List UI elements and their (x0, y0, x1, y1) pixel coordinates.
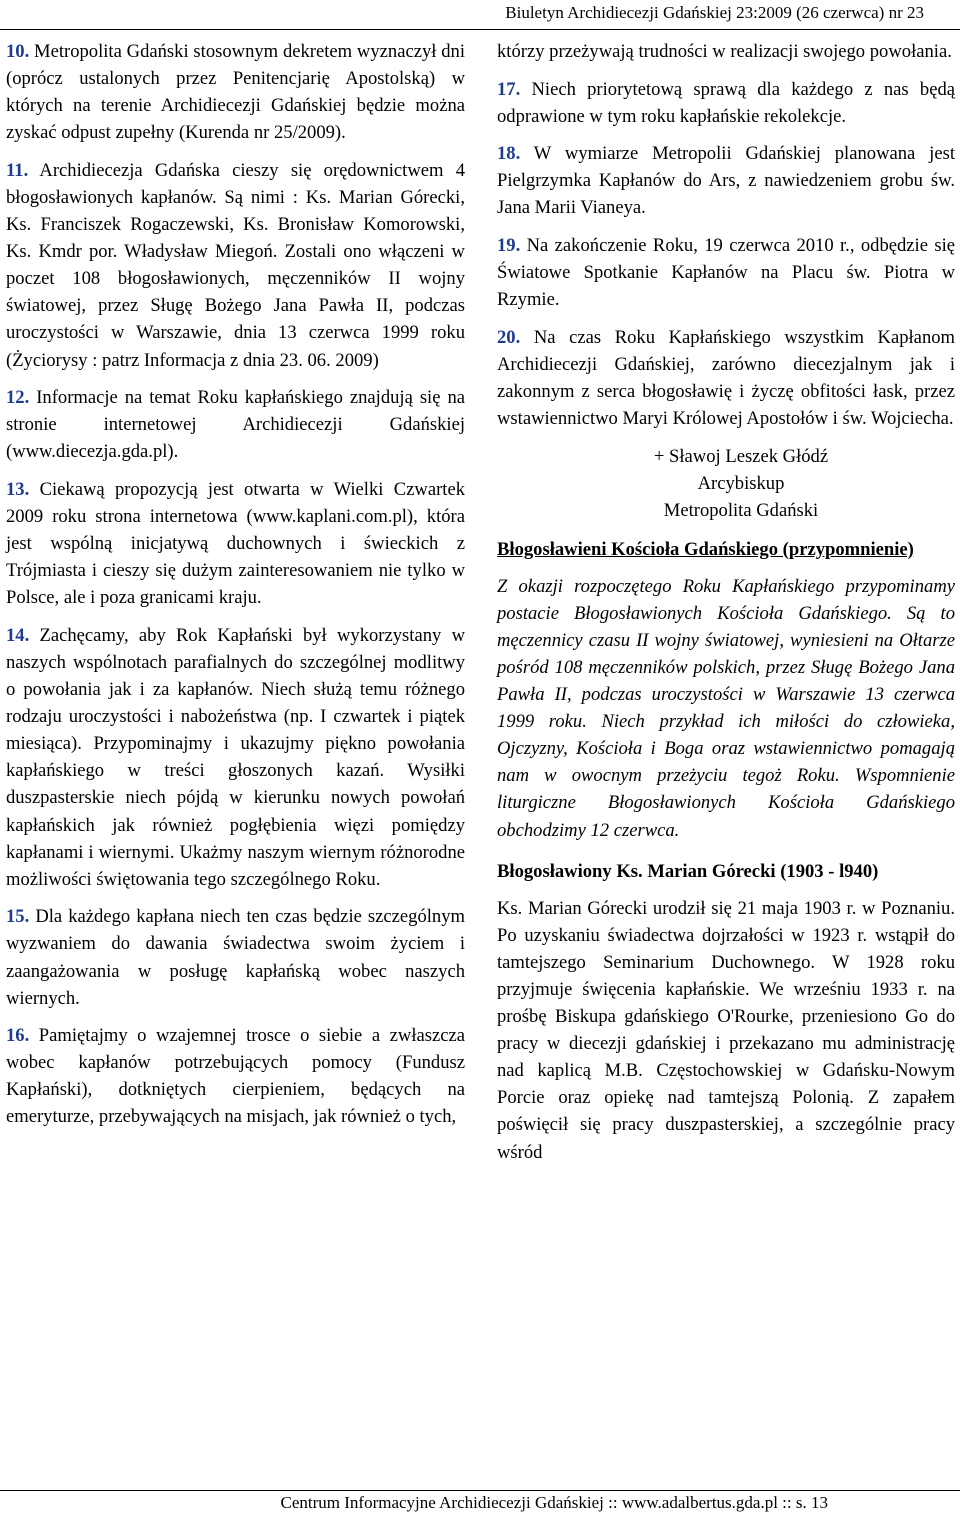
paragraph-15 (6, 903, 465, 1011)
paragraph-16-continued (497, 38, 955, 65)
paragraph-number: 10. (6, 41, 30, 62)
paragraph-number: 12. (6, 387, 30, 409)
header-title: Biuletyn Archidiecezji Gdańskiej 23:2009 (26 czerwca) nr 23 (505, 3, 924, 22)
paragraph-16 (6, 1022, 465, 1130)
paragraph-14 (6, 622, 465, 893)
paragraph-text: Dla każdego kapłana niech ten czas będzie szczególnym wyzwaniem do dawania świadectwa swoim życiem i zaangażowania w posługę kapłańską wobec naszych wiernych. (6, 906, 465, 1009)
paragraph-11 (6, 157, 465, 374)
paragraph-text: Pamiętajmy o wzajemnej trosce o siebie a zwłaszcza wobec kapłanów potrzebujących pomocy (Fundusz Kapłański), dotkniętych cierpieniem, będących na emeryturze, przebywających na misjach, jak również o tych, (6, 1025, 465, 1128)
paragraph-number: 13. (6, 478, 30, 500)
paragraph-text: Archidiecezja Gdańska cieszy się orędownictwem 4 błogosławionych kapłanów. Są nimi : Ks. Marian Górecki, Ks. Franciszek Rogaczewski, Ks. Bronisław Komorowski, Ks. Kmdr por. Władysław Miegoń. Zostali ono włączeni w poczet 108 błogosławionych, męczenników II wojny światowej, przez Sługę Bożego Jana Pawła II, podczas uroczystości w Warszawie, dnia 13 czerwca 1999 roku (Życiorysy : patrz Informacja z dnia 23. 06. 2009) (6, 159, 465, 371)
intro-italic-text: Z okazji rozpoczętego Roku Kapłańskiego przypominamy postacie Błogosławionych Kościoła Gdańskiego. Są to męczennicy czasu II wojny światowej, wyniesieni na Ołtarze pośród 108 męczenników polskich, przez Sługę Bożego Jana Pawła II, podczas uroczystości w Warszawie 13 czerwca 1999 roku. Niech przykład ich miłości do człowieka, Ojczyzny, Kościoła i Boga oraz wstawiennictwo pomagają nam w owocnym przeżyciu tegoż Roku. Wspomnienie liturgiczne Błogosławionych Kościoła Gdańskiego obchodzimy 12 czerwca. (497, 575, 955, 841)
paragraph-text: Niech priorytetową sprawą dla każdego z nas będą odprawione w tym roku kapłańskie rekolekcje. (497, 78, 955, 127)
page-header (0, 0, 960, 30)
signature-office: Metropolita Gdański (663, 499, 819, 521)
paragraph-10 (6, 38, 465, 146)
paragraph-number: 18. (497, 143, 521, 165)
paragraph-19 (497, 232, 955, 313)
paragraph-number: 16. (6, 1025, 30, 1047)
footer-text: Centrum Informacyjne Archidiecezji Gdańskiej :: www.adalbertus.gda.pl :: s. 13 (280, 1493, 828, 1512)
paragraph-text: Ciekawą propozycją jest otwarta w Wielki Czwartek 2009 roku strona internetowa (www.kaplani.com.pl), która jest wspólną inicjatywą duchownych i świeckich z Trójmiasta i cieszy się dużym zainteresowaniem nie tylko w Polsce, ale i poza granicami kraju. (6, 478, 465, 609)
paragraph-text: Metropolita Gdański stosownym dekretem wyznaczył dni (oprócz ustalonych przez Penitencjarię Apostolską) w których na terenie Archidiecezji Gdańskiej będzie można zyskać odpust zupełny (Kurenda nr 25/2009). (6, 41, 465, 144)
paragraph-number: 14. (6, 624, 30, 646)
left-column (6, 38, 465, 1141)
paragraph-18 (497, 140, 955, 221)
paragraph-number: 20. (497, 326, 521, 348)
paragraph-number: 11. (6, 159, 29, 181)
signature-block (527, 443, 955, 524)
paragraph-20 (497, 324, 955, 432)
section-title: Błogosławieni Kościoła Gdańskiego (przypomnienie) (497, 538, 914, 560)
paragraph-text: W wymiarze Metropolii Gdańskiej planowana jest Pielgrzymka Kapłanów do Ars, z nawiedzeniem grobu św. Jana Marii Vianeya. (497, 143, 955, 219)
paragraph-text: Na zakończenie Roku, 19 czerwca 2010 r., odbędzie się Światowe Spotkanie Kapłanów na Placu św. Piotra w Rzymie. (497, 235, 955, 311)
biography-title: Błogosławiony Ks. Marian Górecki (1903 - l940) (497, 860, 879, 882)
signature-rank: Arcybiskup (697, 472, 785, 494)
right-column (497, 38, 955, 1176)
paragraph-text: Zachęcamy, aby Rok Kapłański był wykorzystany w naszych wspólnotach parafialnych do szczególnej modlitwy o powołania jak i za kapłanów. Niech służą temu różnego rodzaju uroczystości i nabożeństwa (np. I czwartek i piątek miesiąca). Przypominajmy i ukazujmy piękno powołania kapłańskiego w treści głoszonych kazań. Wysiłki duszpasterskie niech pójdą w kierunku nowych powołań kapłańskich jak również pogłębienia więzi pomiędzy kapłanami i wiernymi. Ukażmy naszym wiernym różnorodne możliwości świętowania tego szczególnego Roku. (6, 624, 465, 890)
paragraph-13 (6, 476, 465, 611)
paragraph-text: Na czas Roku Kapłańskiego wszystkim Kapłanom Archidiecezji Gdańskiej, zarówno diecezjalnym jak i zakonnym z serca błogosławię i życzę obfitości łask, przez wstawiennictwo Maryi Królowej Apostołów i św. Wojciecha. (497, 326, 955, 430)
paragraph-number: 17. (497, 78, 521, 100)
biography-text: Ks. Marian Górecki urodził się 21 maja 1903 r. w Poznaniu. Po uzyskaniu świadectwa dojrzałości w 1923 r. wstąpił do tamtejszego Seminarium Duchownego. W 1928 roku przyjmuje święcenia kapłańskie. We wrześniu 1933 r. na prośbę Biskupa gdańskiego O'Rourke, przeniesiono Go do pracy w diecezji gdańskiej i przekazano mu administrację nad kaplicą M.B. Częstochowskiej w Gdańsku-Nowym Porcie oraz opiekę nad tamtejszą Polonią. Z zapałem poświęcił się pracy duszpasterskiej, a szczególnie pracy wśród (497, 897, 955, 1163)
paragraph-number: 19. (497, 235, 521, 257)
paragraph-text: Informacje na temat Roku kapłańskiego znajdują się na stronie internetowej Archidiecezji Gdańskiej (www.diecezja.gda.pl). (6, 387, 465, 463)
paragraph-text: którzy przeżywają trudności w realizacji swojego powołania. (497, 41, 952, 62)
paragraph-12 (6, 384, 465, 465)
paragraph-number: 15. (6, 906, 30, 928)
paragraph-17 (497, 76, 955, 130)
page-footer (0, 1490, 960, 1516)
signature-name: + Sławoj Leszek Głódź (653, 445, 829, 467)
